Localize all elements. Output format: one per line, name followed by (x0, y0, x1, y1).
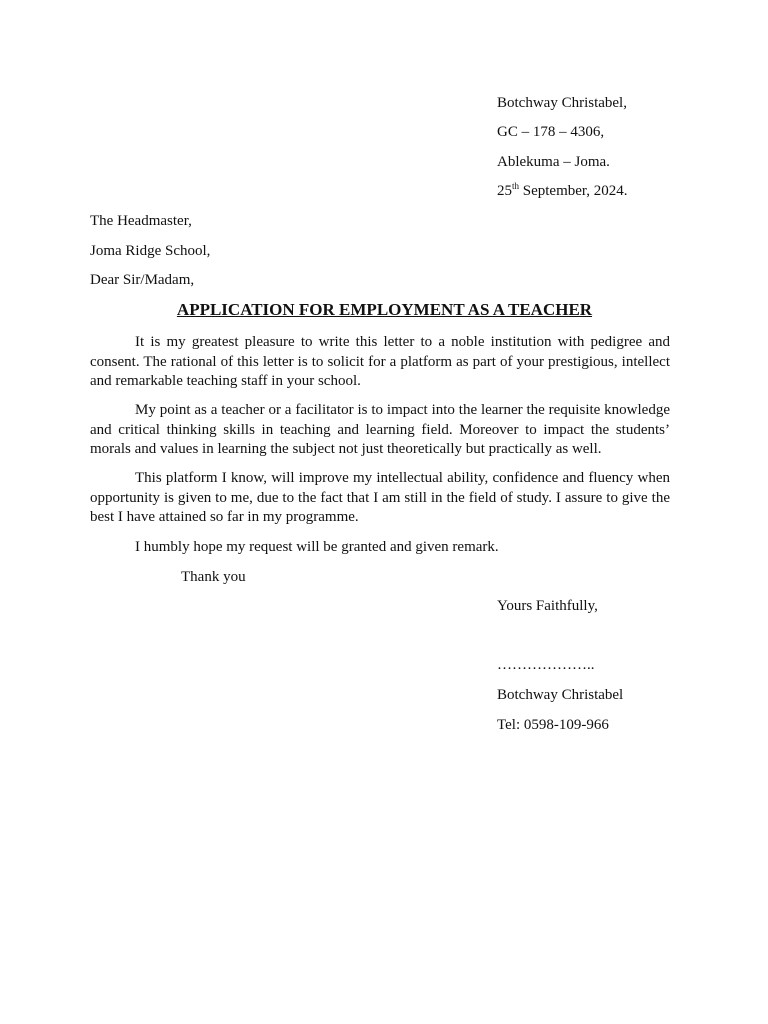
letter-date (497, 182, 628, 200)
signatory-phone: Tel: 0598-109-966 (497, 717, 609, 733)
signature-line: ……………….. (497, 657, 595, 673)
body-paragraph-1: It is my greatest pleasure to write this letter to a noble institution with pedigree and consent. The rational of this letter is to solicit for a platform as part of your prestigious, intellect and remarkable teaching staff in your school. (90, 334, 670, 389)
recipient-school: Joma Ridge School, (90, 243, 211, 259)
date-suffix: th (512, 181, 520, 191)
body-paragraph-3: This platform I know, will improve my intellectual ability, confidence and fluency when opportunity is given to me, due to the fact that I am still in the field of study. I assure to give the best I have attained so far in my programme. (90, 470, 670, 525)
sender-address: GC – 178 – 4306, (497, 124, 605, 140)
sender-location: Ablekuma – Joma. (497, 154, 610, 170)
date-day: 25 (497, 183, 512, 199)
date-rest: September, 2024. (519, 183, 628, 199)
recipient-title: The Headmaster, (90, 213, 192, 229)
body-paragraph-4: I humbly hope my request will be granted and given remark. (135, 539, 499, 555)
salutation: Dear Sir/Madam, (90, 272, 195, 288)
letter-heading: APPLICATION FOR EMPLOYMENT AS A TEACHER (176, 300, 593, 319)
body-paragraph-2: My point as a teacher or a facilitator is to impact into the learner the requisite knowledge and critical thinking skills in teaching and learning field. Moreover to impact the students’ morals and values in learning the subject not just theoretically but practically as well. (90, 402, 670, 457)
sign-off: Yours Faithfully, (497, 598, 598, 614)
thank-you-line: Thank you (181, 569, 246, 585)
signatory-name: Botchway Christabel (497, 687, 624, 703)
sender-name: Botchway Christabel, (497, 95, 627, 111)
